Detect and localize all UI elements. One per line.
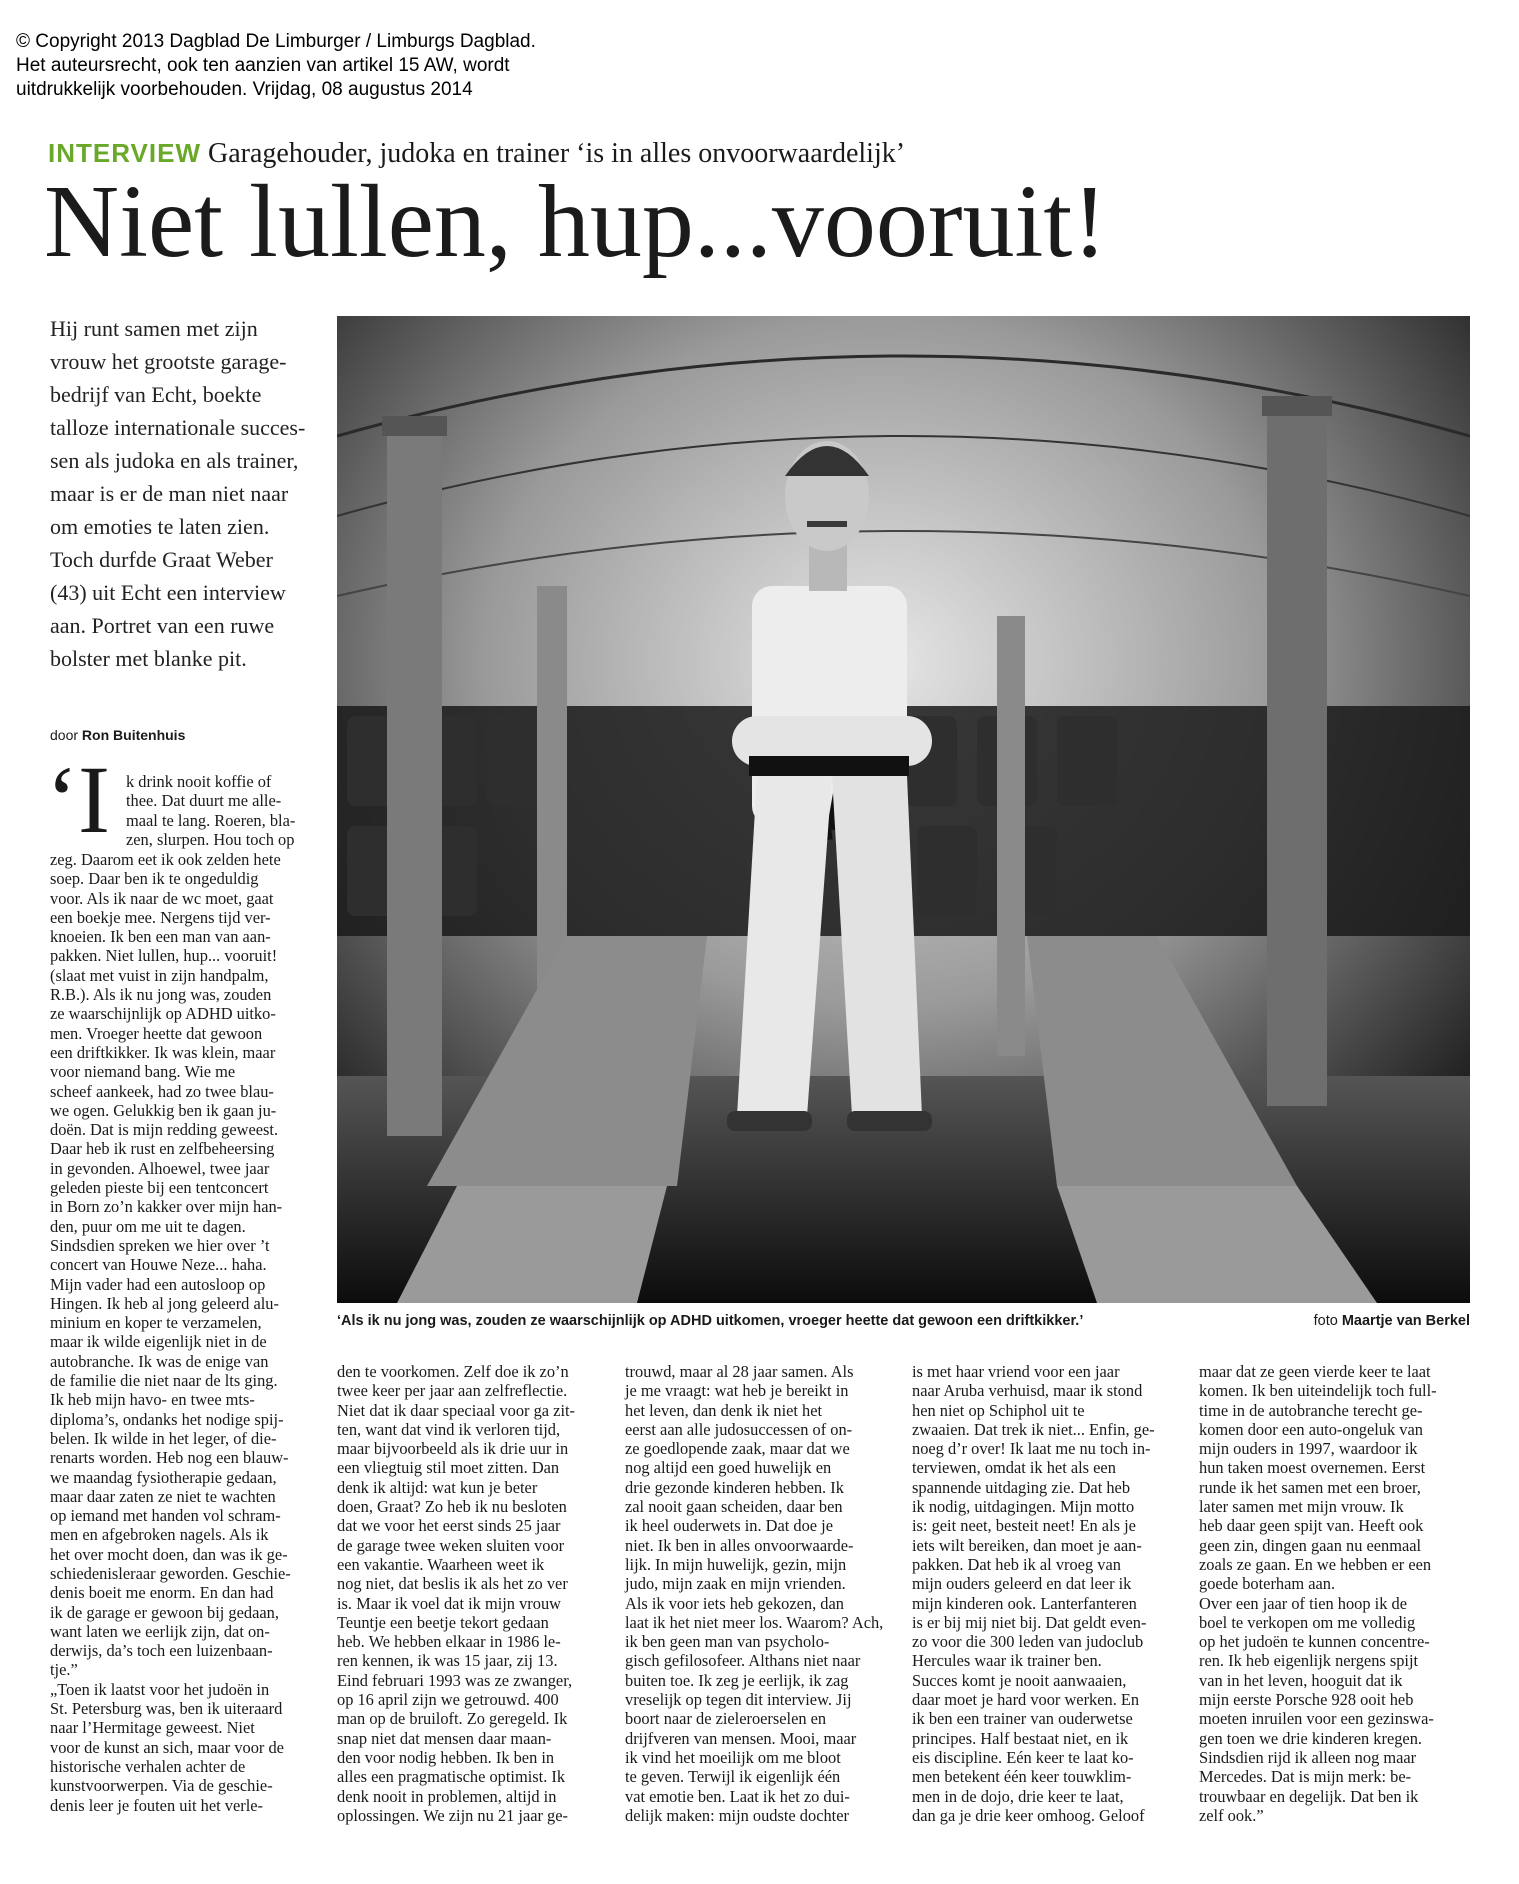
intro-line: vrouw het grootste garage- bbox=[50, 349, 287, 374]
section-label: INTERVIEW bbox=[48, 138, 201, 168]
article-line: mijn eerste Porsche 928 ooit heb bbox=[1199, 1690, 1414, 1710]
article-line: noeg d’r over! Ik laat me nu toch in- bbox=[912, 1439, 1151, 1459]
article-line: Eind februari 1993 was ze zwanger, bbox=[337, 1670, 573, 1690]
article-line: den voor nodig hebben. Ik ben in bbox=[337, 1747, 555, 1767]
article-line: judo, mijn zaak en mijn vrienden. bbox=[625, 1574, 846, 1594]
article-line: Over een jaar of tien hoop ik de bbox=[1199, 1593, 1407, 1613]
article-line: vreselijk op tegen dit interview. Jij bbox=[625, 1690, 852, 1710]
article-line: time in de autobranche terecht ge- bbox=[1199, 1400, 1423, 1420]
article-line: diploma’s, ondanks het nodige spij- bbox=[50, 1409, 284, 1429]
credit-prefix: foto bbox=[1313, 1313, 1338, 1329]
article-line: de garage twee weken sluiten voor bbox=[337, 1535, 565, 1555]
article-line: men en afgebroken nagels. Als ik bbox=[50, 1525, 269, 1545]
article-line: ze goedlopende zaak, maar dat we bbox=[625, 1439, 850, 1459]
article-line: zelf ook.” bbox=[1199, 1805, 1264, 1825]
intro-line: (43) uit Echt een interview bbox=[50, 580, 286, 605]
intro-line: bolster met blanke pit. bbox=[50, 646, 247, 671]
article-line: hun taken moest overnemen. Eerst bbox=[1199, 1458, 1426, 1478]
article-line: ik heel ouderwets in. Dat doe je bbox=[625, 1516, 834, 1536]
article-line: belen. Ik wilde in het leger, of die- bbox=[50, 1428, 277, 1448]
article-line: eerst aan alle judosuccessen of on- bbox=[625, 1419, 853, 1439]
article-line: soep. Daar ben ik te ongeduldig bbox=[50, 869, 259, 889]
article-line: men betekent één keer touwklim- bbox=[912, 1767, 1132, 1787]
article-line: scheef aankeek, had zo twee blau- bbox=[50, 1081, 274, 1101]
article-line: St. Petersburg was, ben ik uiteraard bbox=[50, 1699, 283, 1719]
article-line: het leven, dan denk ik niet het bbox=[625, 1400, 823, 1420]
article-line: autobranche. Ik was de enige van bbox=[50, 1351, 269, 1371]
intro-line: maar is er de man niet naar bbox=[50, 481, 289, 506]
intro-line: talloze internationale succes- bbox=[50, 415, 306, 440]
article-line: drijfveren van mensen. Mooi, maar bbox=[625, 1728, 857, 1748]
portrait-photo bbox=[337, 316, 1470, 1303]
article-line: renarts worden. Heb nog een blauw- bbox=[50, 1448, 289, 1468]
article-line: want laten we eerlijk zijn, dat on- bbox=[50, 1621, 270, 1641]
article-line: in gevonden. Alhoewel, twee jaar bbox=[50, 1158, 270, 1178]
article-line: later samen met mijn vrouw. Ik bbox=[1199, 1497, 1404, 1517]
byline-prefix: door bbox=[50, 727, 79, 743]
article-line: op het judoën te kunnen concentre- bbox=[1199, 1632, 1430, 1652]
article-line: ik ben een trainer van ouderwetse bbox=[912, 1709, 1133, 1729]
article-line: minium en koper te verzamelen, bbox=[50, 1313, 262, 1333]
article-line: boort naar de zieleroerselen en bbox=[625, 1709, 827, 1729]
article-line: naar l’Hermitage geweest. Niet bbox=[50, 1718, 255, 1738]
article-line: delijk maken: mijn oudste dochter bbox=[625, 1805, 849, 1825]
intro-text bbox=[50, 312, 330, 675]
article-line: ren. Ik heb eigenlijk nergens spijt bbox=[1199, 1651, 1419, 1671]
byline-author: Ron Buitenhuis bbox=[81, 727, 186, 743]
article-line: man op de bruiloft. Zo geregeld. Ik bbox=[337, 1709, 568, 1729]
article-line: naar Aruba verhuisd, maar ik stond bbox=[912, 1381, 1143, 1401]
article-line: knoeien. Ik ben een man van aan- bbox=[50, 927, 271, 947]
article-line: zal nooit gaan scheiden, daar ben bbox=[625, 1497, 843, 1517]
article-line: derwijs, da’s toch een luizenbaan- bbox=[50, 1641, 273, 1661]
article-line: Ik heb mijn havo- en twee mts- bbox=[50, 1390, 255, 1410]
headline: Niet lullen, hup...vooruit! bbox=[44, 164, 1107, 279]
photo-caption bbox=[337, 1313, 1470, 1329]
article-line: voor de kunst an sich, maar voor de bbox=[50, 1737, 284, 1757]
article-line: Hercules waar ik trainer ben. bbox=[912, 1651, 1102, 1671]
article-line: gen toen we drie kinderen kregen. bbox=[1199, 1728, 1423, 1748]
article-line: ze waarschijnlijk op ADHD uitko- bbox=[50, 1004, 276, 1024]
article-line: denis boeit me enorm. En dan had bbox=[50, 1583, 274, 1603]
article-line: denk ik altijd: wat kun je beter bbox=[337, 1477, 538, 1497]
article-line: den, puur om me uit te dagen. bbox=[50, 1216, 246, 1236]
intro-line: om emoties te laten zien. bbox=[50, 514, 270, 539]
article-line: niet. Ik ben in alles onvoorwaarde- bbox=[625, 1535, 854, 1555]
article-line: Als ik voor iets heb gekozen, dan bbox=[625, 1593, 844, 1613]
article-line: nog altijd een goed huwelijk en bbox=[625, 1458, 832, 1478]
byline bbox=[50, 727, 185, 743]
article-line: Mercedes. Dat is mijn merk: be- bbox=[1199, 1767, 1412, 1787]
article-line: moeten inruilen voor een gezinswa- bbox=[1199, 1709, 1434, 1729]
article-line: daar moet je hard voor werken. En bbox=[912, 1690, 1140, 1710]
article-line: zoals ze gaan. En we hebben er een bbox=[1199, 1554, 1432, 1574]
article-line: Teuntje een beetje tekort gedaan bbox=[337, 1612, 549, 1632]
article-line: „Toen ik laatst voor het judoën in bbox=[50, 1679, 270, 1699]
article-line: te geven. Terwijl ik eigenlijk één bbox=[625, 1767, 841, 1787]
article-line: thee. Dat duurt me alle- bbox=[126, 791, 282, 811]
copyright-line: © Copyright 2013 Dagblad De Limburger / Limburgs Dagblad. bbox=[16, 31, 536, 52]
article-line: een boekje mee. Nergens tijd ver- bbox=[50, 907, 271, 927]
article-line: je me vraagt: wat heb je bereikt in bbox=[625, 1381, 849, 1401]
article-line: Daar heb ik rust en zelfbeheersing bbox=[50, 1139, 275, 1159]
article-line: gisch gefilosofeer. Althans niet naar bbox=[625, 1651, 861, 1671]
article-line: komen door een auto-ongeluk van bbox=[1199, 1419, 1423, 1439]
article-line: k drink nooit koffie of bbox=[126, 772, 272, 791]
intro-line: bedrijf van Echt, boekte bbox=[50, 382, 262, 407]
article-line: iets wilt bereiken, dan moet je aan- bbox=[912, 1535, 1142, 1555]
article-line: we maandag fysiotherapie gedaan, bbox=[50, 1467, 277, 1487]
intro-line: sen als judoka en als trainer, bbox=[50, 448, 299, 473]
article-line: is er bij mij niet bij. Dat geldt even- bbox=[912, 1612, 1147, 1632]
article-line: runde ik het samen met een broer, bbox=[1199, 1477, 1421, 1497]
article-line: doen, Graat? Zo heb ik nu besloten bbox=[337, 1497, 567, 1517]
article-line: snap niet dat mensen daar maan- bbox=[337, 1728, 552, 1748]
article-line: maar daar zaten ze niet te wachten bbox=[50, 1486, 276, 1506]
article-line: alles een pragmatische optimist. Ik bbox=[337, 1767, 566, 1787]
article-line: men. Vroeger heette dat gewoon bbox=[50, 1023, 263, 1043]
article-line: mijn ouders geleerd en dat leer ik bbox=[912, 1574, 1132, 1594]
article-line: zeg. Daarom eet ik ook zelden hete bbox=[50, 850, 281, 869]
article-line: doën. Dat is mijn redding geweest. bbox=[50, 1120, 279, 1140]
article-line: Hingen. Ik heb al jong geleerd alu- bbox=[50, 1293, 279, 1313]
article-line: trouwd, maar al 28 jaar samen. Als bbox=[625, 1362, 854, 1381]
article-line: historische verhalen achter de bbox=[50, 1756, 246, 1776]
judoka-garage-photo bbox=[337, 316, 1470, 1303]
article-line: heb. We hebben elkaar in 1986 le- bbox=[337, 1632, 561, 1652]
article-line: ik de garage er gewoon bij gedaan, bbox=[50, 1602, 279, 1622]
article-line: het over mocht doen, dan was ik ge- bbox=[50, 1544, 288, 1564]
credit-name: Maartje van Berkel bbox=[1341, 1313, 1470, 1329]
article-line: de familie die niet naar de lts ging. bbox=[50, 1371, 278, 1391]
article-line: komen. Ik ben uiteindelijk toch full- bbox=[1199, 1381, 1437, 1401]
article-line: Sindsdien rijd ik alleen nog maar bbox=[1199, 1747, 1417, 1767]
article-line: voor. Als ik naar de wc moet, gaat bbox=[50, 888, 274, 908]
article-line: ik vind het moeilijk om me bloot bbox=[625, 1747, 841, 1767]
article-column-4 bbox=[912, 1362, 1155, 1825]
article-line: pakken. Niet lullen, hup... vooruit! bbox=[50, 946, 278, 966]
article-line: maal te lang. Roeren, bla- bbox=[126, 810, 296, 830]
article-line: (slaat met vuist in zijn handpalm, bbox=[50, 965, 269, 985]
article-line: hen niet op Schiphol uit te bbox=[912, 1400, 1085, 1420]
article-line: een driftkikker. Ik was klein, maar bbox=[50, 1042, 276, 1062]
article-line: voor niemand bang. Wie me bbox=[50, 1062, 236, 1082]
article-line: maar dat ze geen vierde keer te laat bbox=[1199, 1362, 1431, 1381]
article-line: een vakantie. Waarheen weet ik bbox=[337, 1554, 545, 1574]
drop-cap: ‘I bbox=[46, 746, 110, 853]
article-column-3 bbox=[625, 1362, 883, 1825]
article-line: maar ik wilde eigenlijk niet in de bbox=[50, 1332, 267, 1352]
article-line: op 16 april zijn we getrouwd. 400 bbox=[337, 1690, 559, 1710]
article-line: buiten toe. Ik zeg je eerlijk, ik zag bbox=[625, 1670, 849, 1690]
article-line: denis leer je fouten uit het verle- bbox=[50, 1795, 263, 1815]
article-line: principes. Half bestaat niet, en ik bbox=[912, 1728, 1129, 1748]
copyright-line: uitdrukkelijk voorbehouden. Vrijdag, 08 augustus 2014 bbox=[16, 79, 473, 100]
article-line: den te voorkomen. Zelf doe ik zo’n bbox=[337, 1362, 569, 1381]
article-line: eis discipline. Eén keer te laat ko- bbox=[912, 1747, 1134, 1767]
article-line: tje.” bbox=[50, 1660, 78, 1680]
article-line: schiedenisleraar geworden. Geschie- bbox=[50, 1563, 291, 1583]
article-line: terviewen, omdat ik het als een bbox=[912, 1458, 1116, 1478]
article-line: twee keer per jaar aan zelfreflectie. bbox=[337, 1381, 568, 1401]
article-line: zo voor die 300 leden van judoclub bbox=[912, 1632, 1144, 1652]
article-line: spannende uitdaging zie. Dat heb bbox=[912, 1477, 1131, 1497]
article-line: men in de dojo, drie keer te laat, bbox=[912, 1786, 1124, 1806]
article-column-2 bbox=[337, 1362, 575, 1825]
article-line: Succes komt je nooit aanwaaien, bbox=[912, 1670, 1127, 1690]
article-line: ren kennen, ik was 15 jaar, zij 13. bbox=[337, 1651, 558, 1671]
article-line: pakken. Dat heb ik al vroeg van bbox=[912, 1554, 1121, 1574]
article-line: in Born zo’n kakker over mijn han- bbox=[50, 1197, 283, 1217]
article-line: Niet dat ik daar speciaal voor ga zit- bbox=[337, 1400, 576, 1420]
article-line: trouwbaar en degelijk. Dat ben ik bbox=[1199, 1786, 1419, 1806]
article-line: mijn kinderen ook. Lanterfanteren bbox=[912, 1593, 1137, 1613]
caption-text: ‘Als ik nu jong was, zouden ze waarschijnlijk op ADHD uitkomen, vroeger heette dat gewoon een driftkikker.’ bbox=[337, 1313, 1084, 1329]
article-line: is: geit neet, besteit neet! En als je bbox=[912, 1516, 1136, 1536]
article-line: boel te verkopen om me volledig bbox=[1199, 1612, 1416, 1632]
article-line: ik nodig, uitdagingen. Mijn motto bbox=[912, 1497, 1135, 1517]
article-line: kunstvoorwerpen. Via de geschie- bbox=[50, 1776, 273, 1796]
article-line: denk nooit in problemen, altijd in bbox=[337, 1786, 557, 1806]
article-line: zwaaien. Dat trek ik niet... Enfin, ge- bbox=[912, 1419, 1155, 1439]
article-line: een vliegtuig stil moet zitten. Dan bbox=[337, 1458, 560, 1478]
article-line: maar bijvoorbeeld als ik drie uur in bbox=[337, 1439, 569, 1459]
article-line: Sindsdien spreken we hier over ’t bbox=[50, 1235, 270, 1255]
article-line: dan ga je drie keer omhoog. Geloof bbox=[912, 1805, 1145, 1825]
article-line: Mijn vader had een autosloop op bbox=[50, 1274, 266, 1294]
article-line: drie gezonde kinderen hebben. Ik bbox=[625, 1477, 844, 1497]
copyright-notice bbox=[16, 30, 576, 102]
article-line: mijn ouders in 1997, waardoor ik bbox=[1199, 1439, 1418, 1459]
article-line: geen zin, dingen gaan nu eenmaal bbox=[1199, 1535, 1422, 1555]
article-column-5 bbox=[1199, 1362, 1437, 1825]
intro-line: Toch durfde Graat Weber bbox=[50, 547, 273, 572]
article-line: geleden pieste bij een tentconcert bbox=[50, 1178, 269, 1198]
copyright-line: Het auteursrecht, ook ten aanzien van artikel 15 AW, wordt bbox=[16, 55, 510, 76]
article-line: R.B.). Als ik nu jong was, zouden bbox=[50, 985, 272, 1005]
article-column-1-drop bbox=[126, 772, 295, 849]
article-line: ik ben geen man van psycholo- bbox=[625, 1632, 830, 1652]
article-line: heb daar geen spijt van. Heeft ook bbox=[1199, 1516, 1424, 1536]
photo-credit bbox=[1314, 1313, 1470, 1329]
article-line: vat emotie ben. Laat ik het zo dui- bbox=[625, 1786, 850, 1806]
intro-line: aan. Portret van een ruwe bbox=[50, 613, 275, 638]
article-line: lijk. In mijn huwelijk, gezin, mijn bbox=[625, 1554, 847, 1574]
kicker-text: Garagehouder, judoka en trainer ‘is in alles onvoorwaardelijk’ bbox=[207, 138, 906, 169]
article-line: zen, slurpen. Hou toch op bbox=[126, 829, 295, 849]
article-line: concert van Houwe Neze... haha. bbox=[50, 1255, 267, 1275]
article-line: van in het leven, hooguit dat ik bbox=[1199, 1670, 1403, 1690]
article-line: nog niet, dat beslis ik als het zo ver bbox=[337, 1574, 568, 1594]
article-line: we ogen. Gelukkig ben ik gaan ju- bbox=[50, 1100, 277, 1120]
article-column-1 bbox=[50, 850, 291, 1815]
article-line: goede boterham aan. bbox=[1199, 1574, 1336, 1594]
article-line: ten, want dat vind ik verloren tijd, bbox=[337, 1419, 561, 1439]
article-line: dat we voor het eerst sinds 25 jaar bbox=[337, 1516, 561, 1536]
article-line: is. Maar ik voel dat ik mijn vrouw bbox=[337, 1593, 561, 1613]
article-line: op iemand met handen vol schram- bbox=[50, 1506, 281, 1526]
article-line: oplossingen. We zijn nu 21 jaar ge- bbox=[337, 1805, 568, 1825]
article-line: is met haar vriend voor een jaar bbox=[912, 1362, 1120, 1381]
intro-line: Hij runt samen met zijn bbox=[50, 316, 258, 341]
article-line: laat ik het niet meer los. Waarom? Ach, bbox=[625, 1612, 884, 1632]
